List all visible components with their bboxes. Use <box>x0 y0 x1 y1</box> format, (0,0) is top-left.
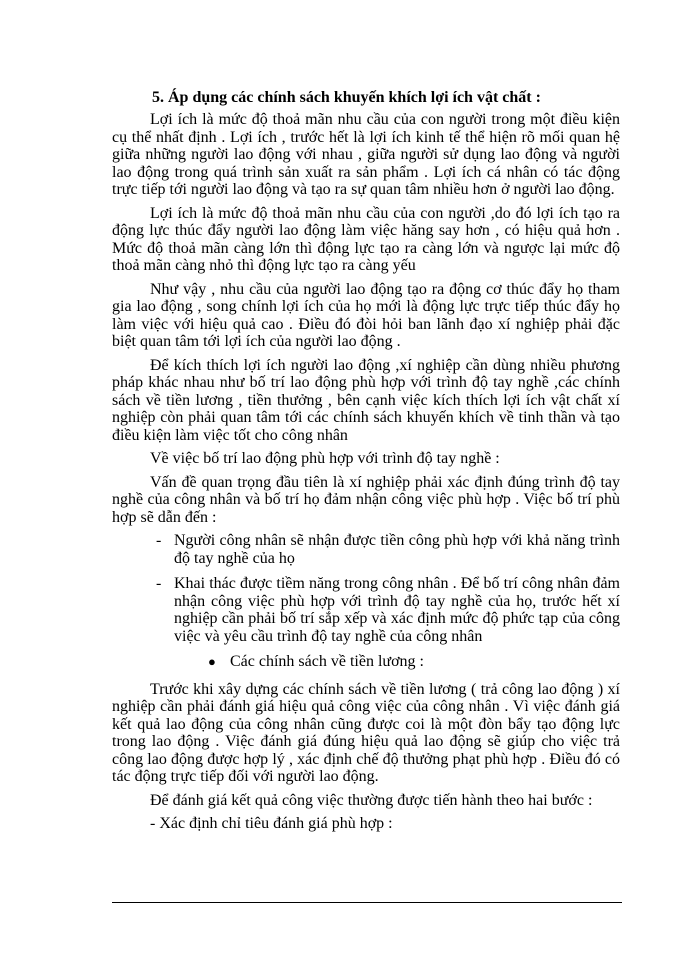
dash-marker: - <box>156 575 162 592</box>
paragraph-1: Lợi ích là mức độ thoả mãn nhu cầu của con người trong một điều kiện cụ thể nhất định . Lợi ích , trước hết là lợi ích kinh tế thể hiện rõ mối quan hệ giữa những người lao động với nhau , giữa người sử dụng lao động và người lao động trong quá trình sản xuất ra sản phẩm . Lợi ích cá nhân có tác động trực tiếp tới người lao động và tạo ra sự quan tâm nhiều hơn ở người lao động. <box>112 111 620 198</box>
paragraph-9: - Xác định chỉ tiêu đánh giá phù hợp : <box>150 815 393 832</box>
paragraph-4: Để kích thích lợi ích người lao động ,xí nghiệp cần dùng nhiều phương pháp khác nhau như bố trí lao động phù hợp với trình độ tay nghề ,các chính sách về tiền lương , tiền thưởng , bên cạnh việc kích thích lợi ích vật chất xí nghiệp còn phải quan tâm tới các chính sách khuyến khích về tinh thần và tạo điều kiện làm việc tốt cho công nhân <box>112 356 620 444</box>
list-item-text: Người công nhân sẽ nhận được tiền công phù hợp với khả năng trình độ tay nghề của họ <box>174 532 620 567</box>
paragraph-7: Trước khi xây dựng các chính sách về tiền lương ( trả công lao động ) xí nghiệp cần phải đánh giá hiệu quả công việc của công nhân . Vì việc đánh giá kết quả lao động của công nhân cũng được coi là một đòn bẩy tạo động lực trong lao động . Việc đánh giá đúng hiệu quả lao động sẽ giúp cho việc trả công lao động được hợp lý , xác định chế độ thưởng phạt phù hợp . Điều đó có tác động trực tiếp đối với người lao động. <box>112 680 620 785</box>
dot-list-item <box>112 653 620 671</box>
bullet-dot-icon: ● <box>208 654 216 669</box>
list-item-text: Khai thác được tiềm năng trong công nhân . Để bố trí công nhân đảm nhận công việc phù hợp với trình độ tay nghề của họ, trước hết xí nghiệp cần phải bố trí sắp xếp và xác định mức độ phức tạp của công việc và yêu cầu trình độ tay nghề của công nhân <box>174 575 620 645</box>
section-heading: 5. Áp dụng các chính sách khuyến khích lợi ích vật chất : <box>152 89 541 106</box>
paragraph-8: Để đánh giá kết quả công việc thường được tiến hành theo hai bước : <box>150 791 593 809</box>
paragraph-5: Về việc bố trí lao động phù hợp với trình độ tay nghề : <box>150 450 500 467</box>
paragraph-2: Lợi ích là mức độ thoả mãn nhu cầu của con người ,do đó lợi ích tạo ra động lực thúc đẩy người lao động làm việc hăng say hơn , có hiệu quả hơn . Mức độ thoả mãn càng lớn thì động lực tạo ra càng lớn và ngược lại mức độ thoả mãn càng nhỏ thì động lực tạo ra càng yếu <box>112 204 620 274</box>
list-item <box>112 532 620 567</box>
footer-divider <box>112 902 622 903</box>
list-item <box>112 575 620 645</box>
paragraph-6: Vấn đề quan trọng đầu tiên là xí nghiệp phải xác định đúng trình độ tay nghề của công nhân và bố trí họ đảm nhận công việc phù hợp . Việc bố trí phù hợp sẽ dẫn đến : <box>112 473 620 526</box>
paragraph-3: Như vậy , nhu cầu của người lao động tạo ra động cơ thúc đẩy họ tham gia lao động , song chính lợi ích của họ mới là động lực trực tiếp thúc đẩy họ làm việc với hiệu quả cao . Điều đó đòi hỏi ban lãnh đạo xí nghiệp phải đặc biệt quan tâm tới lợi ích của người lao động . <box>112 280 620 350</box>
dot-list-item-text: Các chính sách về tiền lương : <box>230 653 424 670</box>
dash-marker: - <box>156 532 162 549</box>
